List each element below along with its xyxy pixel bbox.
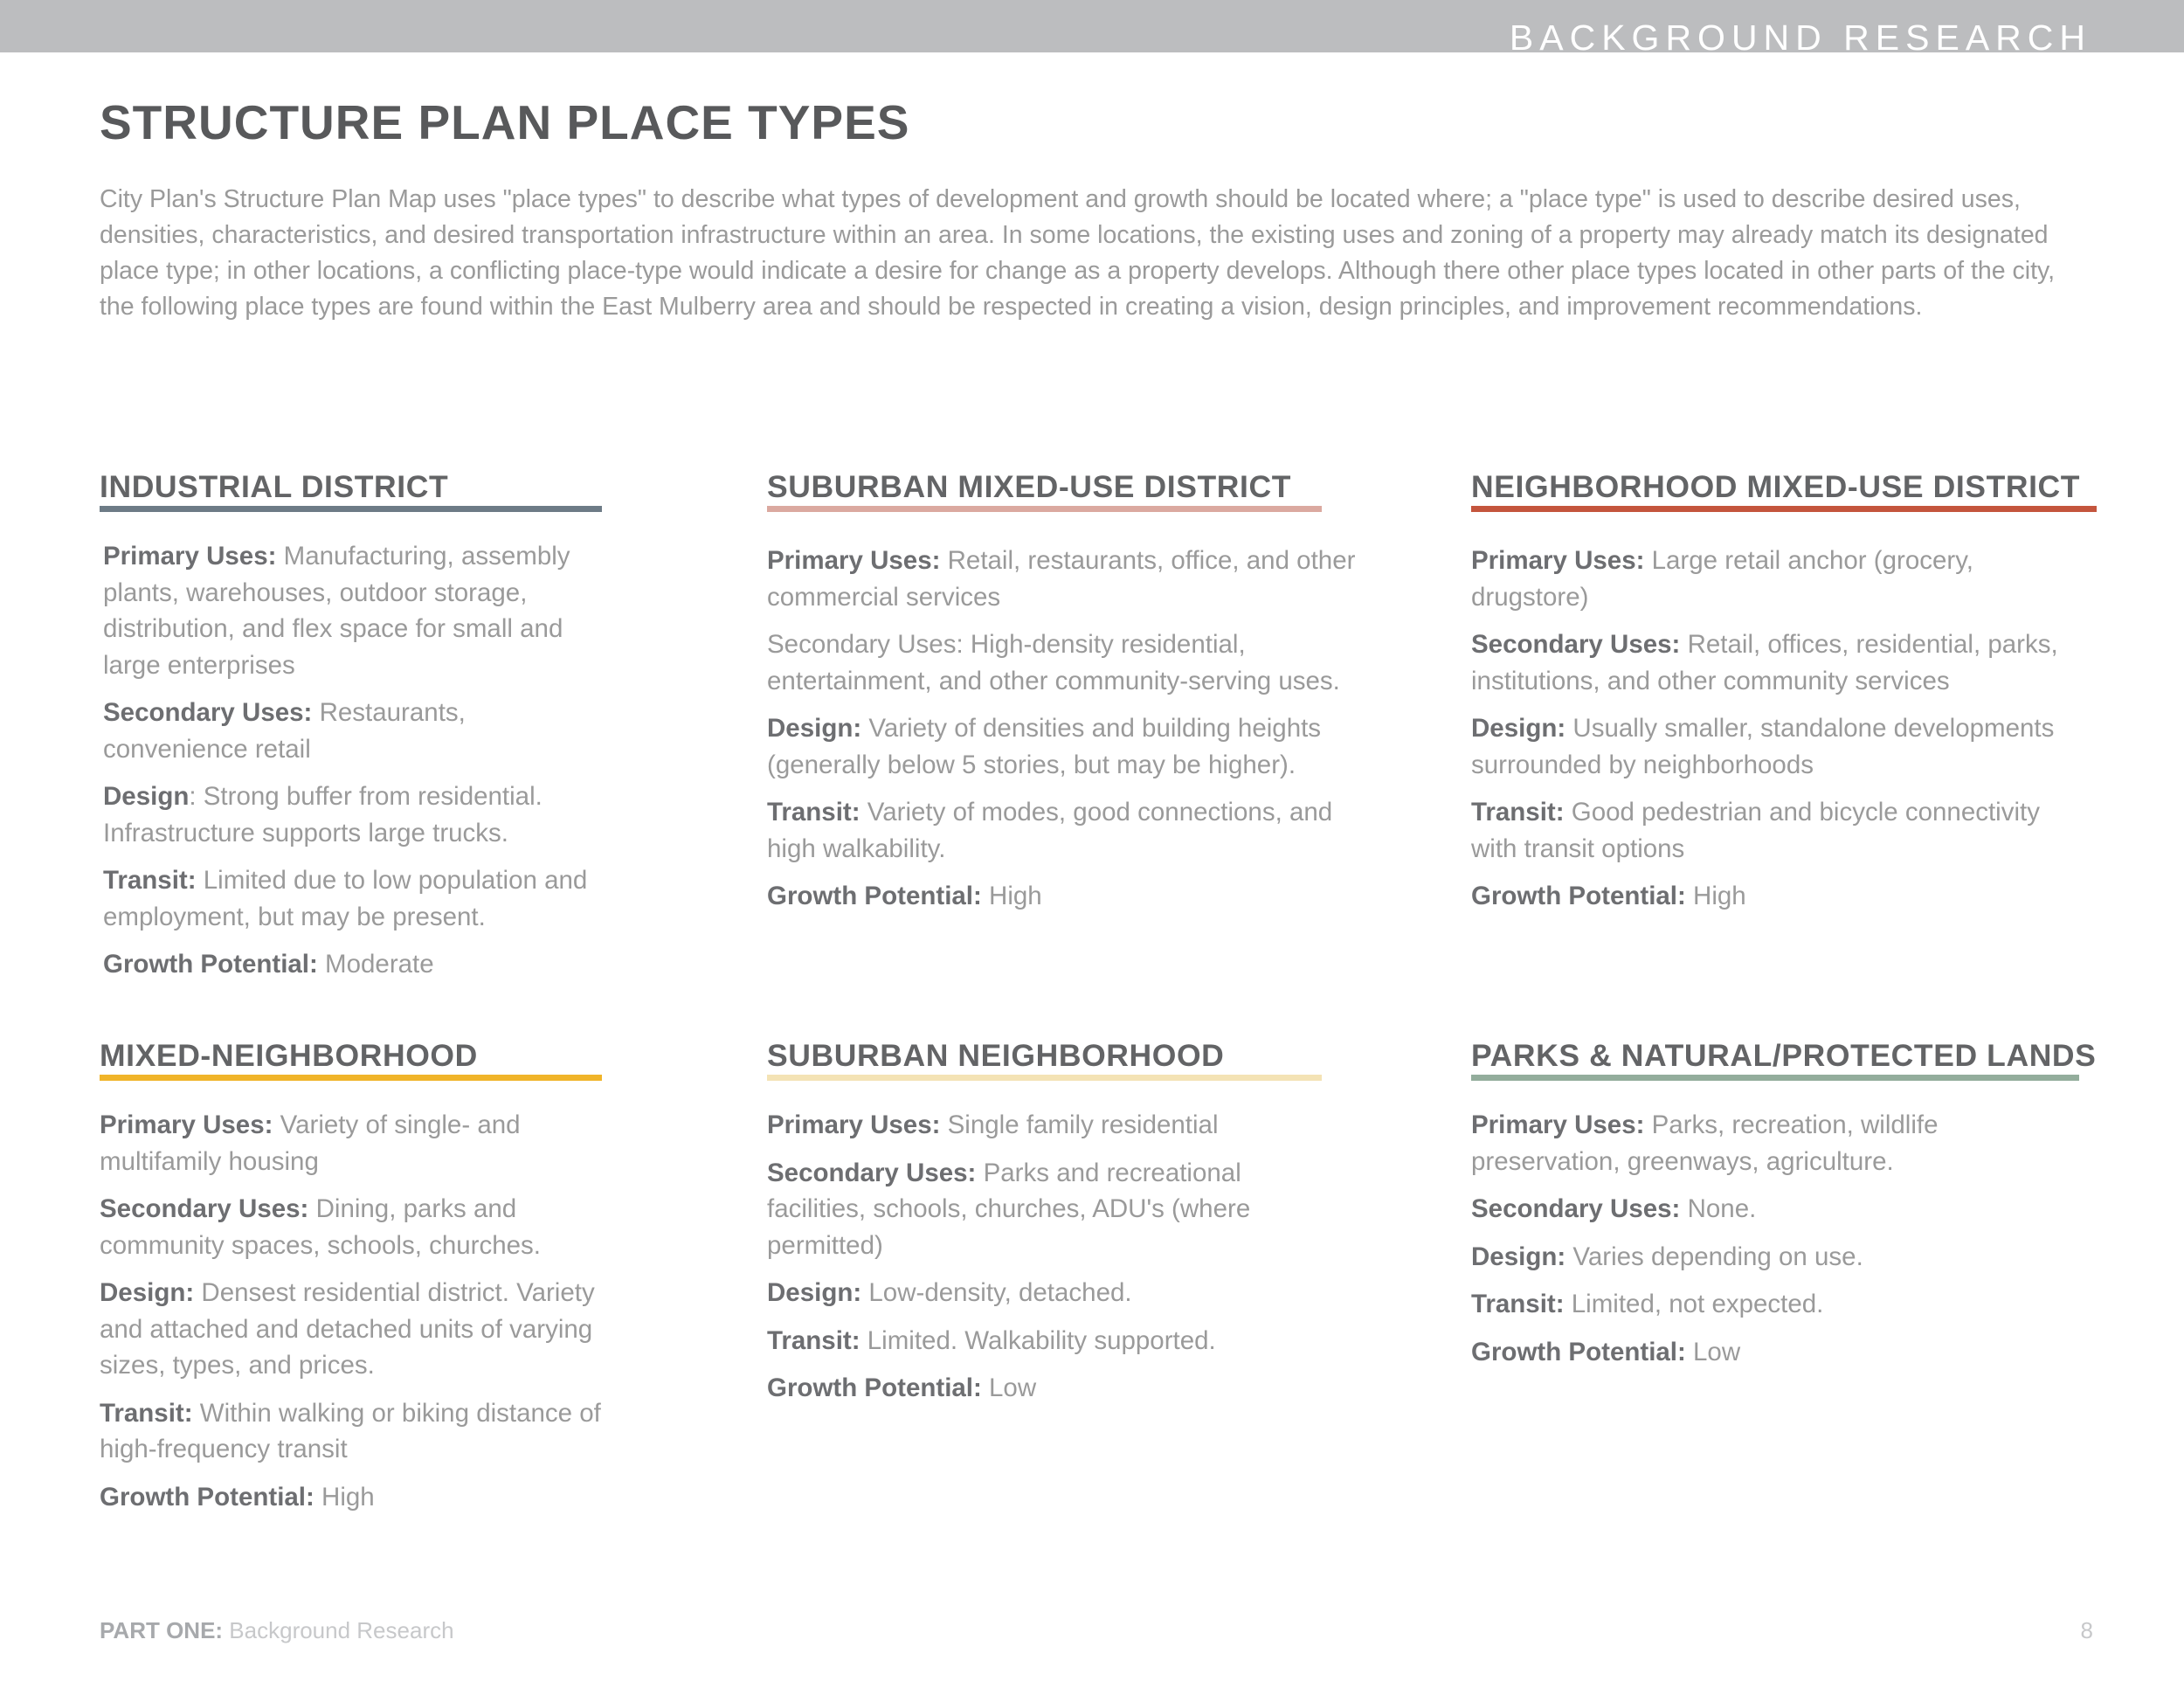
place-type-item	[100, 1107, 602, 1180]
card-color-rule	[100, 1075, 602, 1081]
card-body	[1471, 1107, 1978, 1370]
item-text: Densest residential district. Variety and attached and detached units of varying sizes, types, and prices.	[100, 1278, 595, 1380]
card-title: SUBURBAN MIXED-USE DISTRICT	[767, 469, 1291, 504]
item-label: Growth Potential:	[100, 1482, 314, 1512]
place-type-card-industrial-district	[100, 469, 602, 994]
item-text: None.	[1680, 1194, 1757, 1223]
item-text: Secondary Uses: High-density residential, entertainment, and other community-serving uses.	[767, 630, 1340, 695]
item-label: Design:	[767, 1278, 862, 1307]
item-label: Secondary Uses:	[767, 1158, 977, 1187]
place-type-item	[103, 778, 602, 851]
place-type-item	[1471, 1334, 1978, 1371]
place-type-item	[767, 626, 1361, 699]
page-number: 8	[2080, 1617, 2093, 1643]
item-label: Transit:	[103, 866, 197, 895]
place-type-item	[1471, 710, 2065, 783]
item-label: Design:	[1471, 714, 1566, 743]
place-type-item	[767, 1275, 1274, 1311]
card-body	[100, 1107, 602, 1515]
place-type-item	[100, 1275, 602, 1384]
card-title: PARKS & NATURAL/PROTECTED LANDS	[1471, 1038, 2097, 1073]
item-label: Design:	[767, 714, 862, 743]
item-label: Primary Uses:	[100, 1110, 273, 1139]
card-color-rule	[1471, 506, 2097, 512]
item-text: Good pedestrian and bicycle connectivity with transit options	[1471, 798, 2040, 863]
item-label: Transit:	[767, 1325, 860, 1355]
item-label: Primary Uses:	[767, 1110, 941, 1139]
place-type-card-parks-natural-protected-lands	[1471, 1038, 2097, 1381]
item-text: High	[314, 1482, 375, 1512]
place-type-card-suburban-mixed-use-district	[767, 469, 1356, 926]
place-type-item	[1471, 543, 2065, 615]
place-type-item	[100, 1479, 602, 1516]
place-type-item	[1471, 1286, 1978, 1323]
place-type-item	[1471, 878, 2065, 915]
item-label: Transit:	[100, 1398, 193, 1428]
item-text: Manufacturing, assembly plants, warehouses, outdoor storage, distribution, and flex space for small and large enterprises	[103, 542, 570, 680]
item-text: Restaurants, convenience retail	[103, 698, 466, 764]
place-type-item	[1471, 1107, 1978, 1180]
item-label: Secondary Uses:	[1471, 1194, 1681, 1223]
item-text: Dining, parks and community spaces, schools, churches.	[100, 1194, 541, 1260]
place-type-item	[767, 1155, 1274, 1264]
place-type-item	[100, 1191, 602, 1263]
item-label: Growth Potential:	[1471, 1337, 1686, 1366]
footer-part-label: PART ONE:	[100, 1617, 224, 1643]
card-color-rule	[1471, 1075, 2079, 1081]
item-text: Retail, restaurants, office, and other commercial services	[767, 546, 1356, 612]
card-color-rule	[100, 506, 602, 512]
card-title: INDUSTRIAL DISTRICT	[100, 469, 449, 504]
place-type-card-neighborhood-mixed-use-district	[1471, 469, 2097, 926]
place-type-item	[767, 794, 1361, 867]
item-text: High	[981, 882, 1042, 910]
card-body	[767, 543, 1361, 915]
item-label: Transit:	[1471, 1290, 1565, 1318]
item-label: Transit:	[767, 798, 860, 827]
item-text: Variety of single- and multifamily housing	[100, 1110, 521, 1176]
place-type-item	[103, 862, 602, 935]
place-type-item	[103, 946, 602, 983]
item-text: High	[1685, 882, 1746, 910]
item-text: Varies depending on use.	[1565, 1242, 1863, 1271]
item-label: Primary Uses:	[767, 546, 941, 575]
footer-section-label	[100, 1616, 454, 1644]
place-type-item	[767, 878, 1361, 915]
item-text: Limited, not expected.	[1564, 1290, 1824, 1318]
item-label: Design:	[100, 1278, 195, 1307]
item-text: Large retail anchor (grocery, drugstore)	[1471, 546, 1973, 612]
card-color-rule	[767, 506, 1322, 512]
place-type-item	[767, 1370, 1274, 1407]
place-type-item	[100, 1395, 602, 1468]
item-text: Variety of densities and building heights (generally below 5 stories, but may be higher).	[767, 714, 1322, 779]
item-text: Within walking or biking distance of high-frequency transit	[100, 1398, 601, 1463]
item-text: Limited. Walkability supported.	[860, 1325, 1216, 1355]
place-type-item	[1471, 626, 2065, 699]
item-text: Retail, offices, residential, parks, institutions, and other community services	[1471, 630, 2058, 695]
card-title: SUBURBAN NEIGHBORHOOD	[767, 1038, 1225, 1073]
item-label: Design:	[1471, 1242, 1566, 1271]
item-label: Growth Potential:	[767, 882, 982, 910]
header-band	[0, 0, 2184, 58]
item-text: Parks and recreational facilities, schools, churches, ADU's (where permitted)	[767, 1158, 1251, 1260]
item-label: Primary Uses:	[103, 542, 277, 571]
page-title: STRUCTURE PLAN PLACE TYPES	[100, 95, 910, 149]
item-label: Secondary Uses:	[1471, 630, 1681, 659]
card-body	[100, 538, 602, 983]
place-type-item	[767, 1323, 1274, 1359]
card-color-rule	[767, 1075, 1322, 1081]
place-type-item	[1471, 1239, 1978, 1276]
place-type-item	[103, 695, 602, 767]
place-type-item	[767, 1107, 1274, 1144]
item-label: Primary Uses:	[1471, 546, 1645, 575]
item-text: Parks, recreation, wildlife preservation, greenways, agriculture.	[1471, 1110, 1939, 1176]
item-label: Primary Uses:	[1471, 1110, 1645, 1139]
place-type-item	[767, 543, 1361, 615]
item-text: Low	[981, 1373, 1037, 1402]
item-text: Variety of modes, good connections, and high walkability.	[767, 798, 1333, 863]
card-title: MIXED-NEIGHBORHOOD	[100, 1038, 478, 1073]
item-label: Growth Potential:	[1471, 882, 1686, 910]
item-label: Growth Potential:	[103, 950, 318, 979]
footer-part-name: Background Research	[223, 1617, 454, 1643]
item-label: Growth Potential:	[767, 1373, 982, 1402]
item-text: : Strong buffer from residential. Infrastructure supports large trucks.	[103, 782, 543, 847]
item-label: Transit:	[1471, 798, 1565, 827]
card-body	[1471, 543, 2065, 915]
item-text: Limited due to low population and employment, but may be present.	[103, 866, 588, 931]
item-text: Low-density, detached.	[861, 1278, 1132, 1307]
item-label: Design	[103, 782, 190, 811]
card-title: NEIGHBORHOOD MIXED-USE DISTRICT	[1471, 469, 2081, 504]
place-type-card-mixed-neighborhood	[100, 1038, 602, 1526]
item-text: Single family residential	[940, 1110, 1219, 1139]
place-type-item	[103, 538, 602, 683]
place-type-card-suburban-neighborhood	[767, 1038, 1322, 1418]
item-text: Usually smaller, standalone developments surrounded by neighborhoods	[1471, 714, 2055, 779]
item-label: Secondary Uses:	[100, 1194, 309, 1223]
item-text: Low	[1685, 1337, 1741, 1366]
place-type-item	[1471, 794, 2065, 867]
item-text: Moderate	[317, 950, 434, 979]
intro-paragraph: City Plan's Structure Plan Map uses "place types" to describe what types of development and growth should be located where; a "place type" is used to describe desired uses, densities, characteristics, and desired transportation infrastructure within an area. In some locations, the existing uses and zoning of a property may already match its designated place type; in other locations, a conflicting place-type would indicate a desire for change as a property develops. Although there other place types located in other parts of the city, the following place types are found within the East Mulberry area and should be respected in creating a vision, design principles, and improvement recommendations.	[100, 185, 2056, 321]
place-type-item	[767, 710, 1361, 783]
place-type-item	[1471, 1191, 1978, 1228]
item-label: Secondary Uses:	[103, 698, 313, 727]
card-body	[767, 1107, 1274, 1407]
section-label: BACKGROUND RESEARCH	[1509, 17, 2091, 58]
